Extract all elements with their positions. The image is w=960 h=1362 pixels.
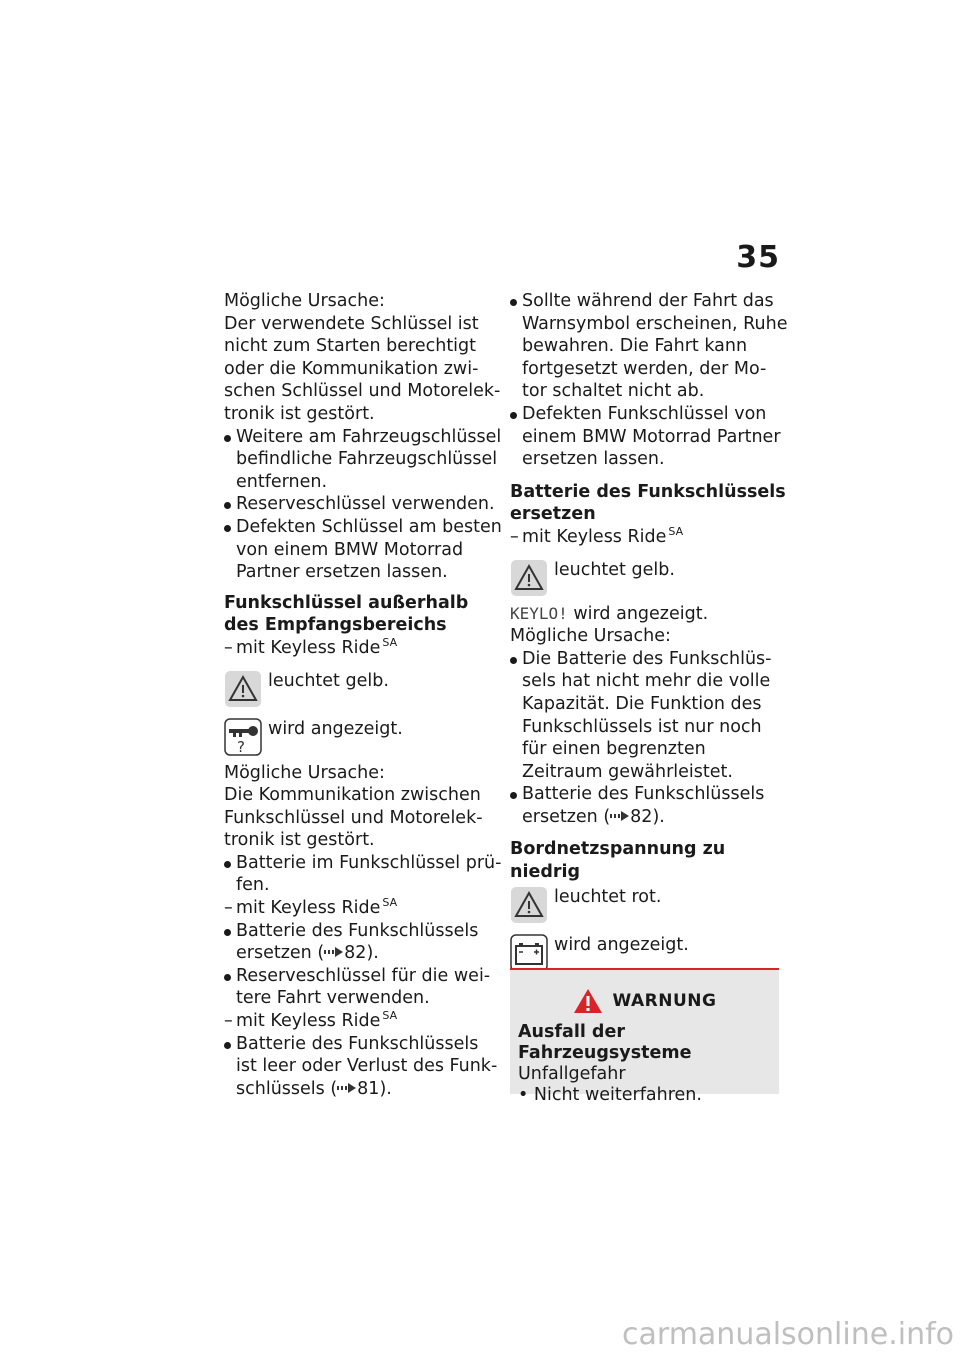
key-question-icon [224, 718, 262, 756]
section-heading: Funkschlüssel außerhalb des Empfangsbereichs [224, 592, 469, 636]
indicator-text: wird angezeigt. [268, 718, 403, 739]
equipment-note: – mit Keyless Ride $^{SA}$ [224, 637, 504, 660]
right-column [510, 290, 790, 978]
left-column [224, 290, 504, 1100]
equipment-note: – mit Keyless Ride $^{SA}$ [224, 897, 504, 920]
list-item: Batterie des Funkschlüssels ersetzen ( 82). [224, 920, 504, 965]
general-warning-icon [510, 559, 548, 597]
page-reference-icon [610, 809, 630, 823]
warning-header [518, 988, 771, 1014]
cause-label: Mögliche Ursache: [510, 626, 671, 647]
list-item: Reserveschlüssel für die wei-tere Fahrt verwenden. [224, 965, 504, 1010]
warning-hazard: Unfallgefahr [518, 1064, 626, 1084]
warning-title: WARNUNG [612, 990, 717, 1011]
page-number: 35 [736, 240, 780, 275]
list-item: Defekten Funkschlüssel von einem BMW Motorrad Partner ersetzen lassen. [510, 403, 790, 471]
sa-badge: SA [382, 896, 398, 910]
list-item: Die Batterie des Funkschlüs-sels hat nicht mehr die volle Kapazität. Die Funktion des Funkschlüssels ist nur noch für einen begrenzten Zeitraum gewährleistet. [510, 648, 790, 784]
indicator-text: wird angezeigt. [554, 934, 689, 955]
indicator-row [510, 886, 790, 924]
indicator-text: leuchtet gelb. [268, 670, 389, 691]
indicator-row [510, 559, 790, 597]
general-warning-icon [510, 886, 548, 924]
warning-triangle-icon [573, 988, 603, 1014]
watermark: carmanualsonline.info [622, 1317, 954, 1352]
battery-icon [510, 934, 548, 972]
warning-box [510, 968, 779, 1105]
sa-badge: SA [668, 525, 684, 539]
list-item: Sollte während der Fahrt das Warnsymbol erscheinen, Ruhe bewahren. Die Fahrt kann fortgesetzt werden, der Mo-tor schaltet nicht ab. [510, 290, 790, 403]
equipment-note: – mit Keyless Ride $^{SA}$ [224, 1010, 504, 1033]
cause-label: Mögliche Ursache: [224, 762, 385, 783]
list-item: Weitere am Fahrzeugschlüssel befindliche Fahrzeugschlüssel entfernen. [224, 426, 504, 494]
list-item: Defekten Schlüssel am besten von einem BMW Motorrad Partner ersetzen lassen. [224, 516, 504, 584]
indicator-text: leuchtet gelb. [554, 559, 675, 580]
warning-subject: Ausfall der Fahrzeugsysteme [518, 1022, 692, 1063]
equipment-note: – mit Keyless Ride $^{SA}$ [510, 526, 790, 549]
indicator-text: leuchtet rot. [554, 886, 662, 907]
list-item: Batterie des Funkschlüssels ersetzen ( 82). [510, 783, 790, 828]
list-item: Reserveschlüssel verwenden. [224, 493, 504, 516]
sa-badge: SA [382, 636, 398, 650]
section-heading: Bordnetzspannung zu niedrig [510, 839, 726, 883]
indicator-row [510, 934, 790, 972]
list-item: Batterie im Funkschlüssel prü-fen. [224, 852, 504, 897]
indicator-row [224, 718, 504, 756]
page-reference-icon [324, 945, 344, 959]
warning-action: • Nicht weiterfahren. [518, 1085, 702, 1105]
general-warning-icon [224, 670, 262, 708]
display-code: KEYLO! [510, 603, 568, 623]
sa-badge: SA [382, 1009, 398, 1023]
cause-text: Der verwendete Schlüssel ist nicht zum Starten berechtigt oder die Kommunikation zwi-schen Schlüssel und Motorelek-tronik ist gestört. [224, 313, 501, 424]
indicator-row [224, 670, 504, 708]
svg-text:?: ? [237, 737, 245, 756]
cause-label: Mögliche Ursache: [224, 291, 385, 311]
section-heading: Batterie des Funkschlüssels ersetzen [510, 481, 786, 525]
cause-text: Die Kommunikation zwischen Funkschlüssel und Motorelek-tronik ist gestört. [224, 785, 483, 851]
page-reference-icon [337, 1081, 357, 1095]
list-item: Batterie des Funkschlüssels ist leer oder Verlust des Funk-schlüssels ( 81). [224, 1033, 504, 1101]
display-message: KEYLO! wird angezeigt. [510, 603, 709, 624]
